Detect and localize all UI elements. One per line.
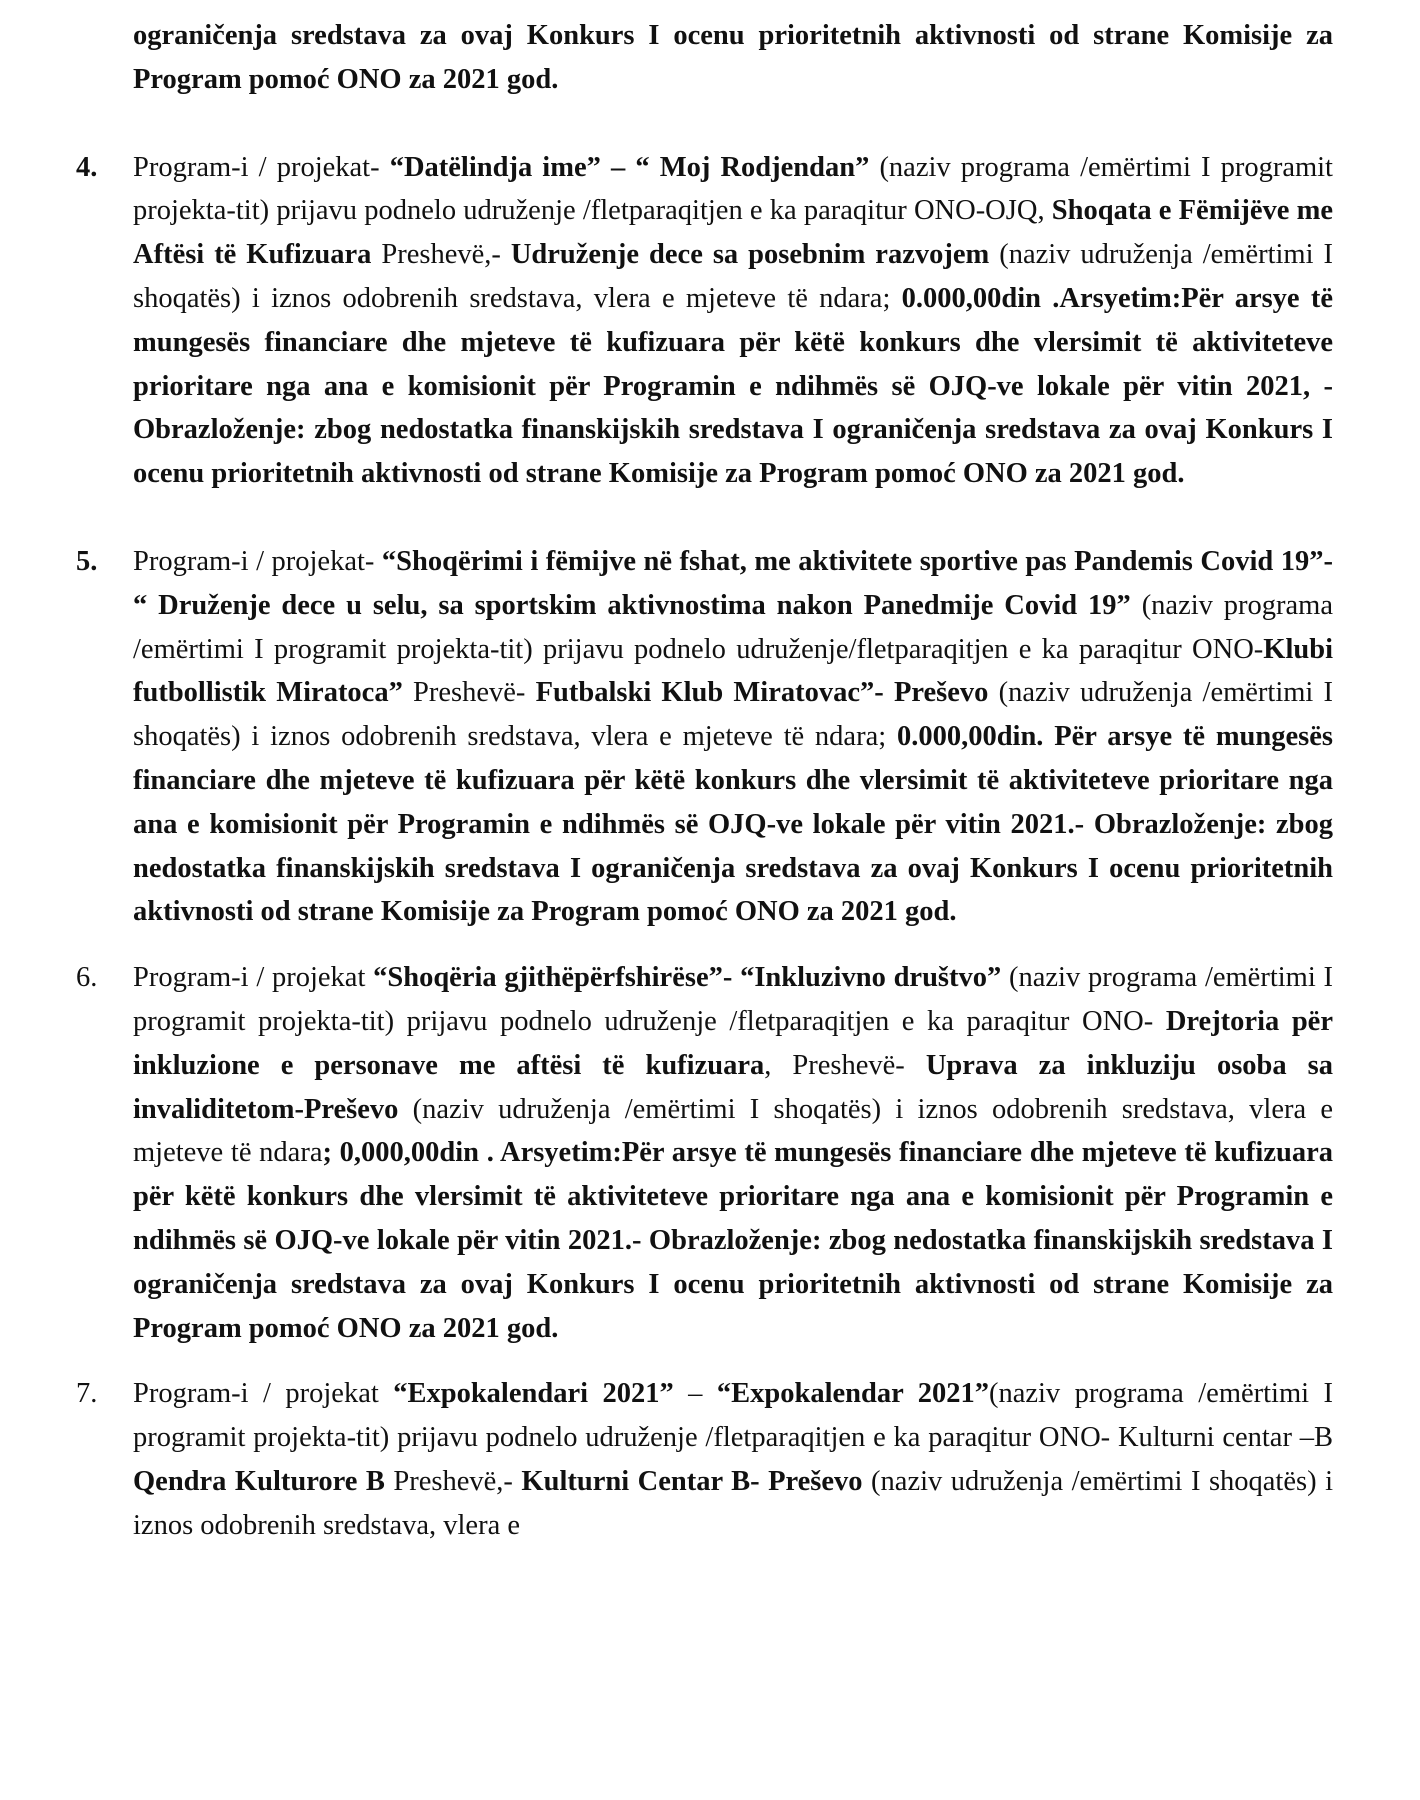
item-number: 6.	[76, 962, 98, 994]
item-text	[133, 1372, 1333, 1547]
text-segment: “Shoqërimi i fëmijve në fshat, me aktivitete sportive pas Pandemis Covid 19”- “ Druženje dece u selu, sa sportskim aktivnostima nakon Panedmije Covid 19”	[133, 545, 1333, 621]
item-text	[133, 956, 1333, 1350]
text-segment: (naziv udruženja /emërtimi I shoqatës) i iznos odobrenih sredstava, vlera e mjeteve të ndara	[133, 1093, 1333, 1169]
item-number: 7.	[76, 1378, 98, 1410]
text-segment: Program-i / projekat-	[133, 545, 382, 577]
document-page	[76, 14, 1334, 1548]
item-text	[133, 146, 1333, 496]
text-segment: Shoqata e Fëmijëve me Aftësi të Kufizuara	[133, 195, 1333, 271]
text-segment: Program-i / projekat	[133, 1378, 394, 1410]
list-item	[76, 956, 1334, 1350]
text-segment: , Preshevë-	[764, 1049, 926, 1081]
text-segment: (naziv programa /emërtimi I programit projekta-tit) prijavu podnelo udruženje /fletparaqitjen e ka paraqitur ONO- Kulturni centar –B	[133, 1378, 1334, 1454]
text-segment: 0.000,00din. Për arsye të mungesës financiare dhe mjeteve të kufizuara për këtë konkurs dhe vlersimit të aktiviteteve prioritare nga ana e komisionit për Programin e ndihmës së OJQ-ve lokale për vitin 2021.- Obrazloženje: zbog nedostatka finanskijskih sredstava I ograničenja sredstava za ovaj Konkurs I ocenu prioritetnih aktivnosti od strane Komisije za Program pomoć ONO za 2021 god.	[133, 721, 1333, 928]
text-segment: Preshevë-	[402, 677, 536, 709]
text-segment: Preshevë,-	[384, 1465, 522, 1497]
text-segment: Udruženje dece sa posebnim razvojem	[510, 239, 990, 271]
text-segment: Program-i / projekat-	[133, 151, 390, 183]
text-segment: Preshevë,-	[371, 239, 511, 271]
item-text	[133, 540, 1333, 934]
text-segment: Drejtoria për inkluzione e personave me aftësi të kufizuara	[133, 1005, 1333, 1081]
list-item	[76, 1372, 1334, 1547]
item-number: 4.	[76, 151, 98, 183]
text-segment: ; 0,000,00din . Arsyetim:Për arsye të mungesës financiare dhe mjeteve të kufizuara për këtë konkurs dhe vlersimit të aktiviteteve prioritare nga ana e komisionit për Programin e ndihmës së OJQ-ve lokale për vitin 2021.- Obrazloženje: zbog nedostatka finanskijskih sredstava I ograničenja sredstava za ovaj Konkurs I ocenu prioritetnih aktivnosti od strane Komisije za Program pomoć ONO za 2021 god.	[133, 1137, 1333, 1344]
list-item	[76, 540, 1334, 934]
intro-paragraph: ograničenja sredstava za ovaj Konkurs I ocenu prioritetnih aktivnosti od strane Komisije za Program pomoć ONO za 2021 god.	[133, 20, 1333, 95]
text-segment: Kulturni Centar B- Preševo	[521, 1465, 863, 1497]
text-segment: (naziv programa /emërtimi I programit projekta-tit) prijavu podnelo udruženje /fletparaqitjen e ka paraqitur ONO-	[133, 962, 1333, 1037]
text-segment: (naziv udruženja /emërtimi I shoqatës) i iznos odobrenih sredstava, vlera e mjeteve të ndara;	[133, 239, 1333, 314]
text-segment: Klubi futbollistik Miratoca”	[133, 633, 1333, 709]
text-segment: (naziv udruženja /emërtimi I shoqatës) i iznos odobrenih sredstava, vlera e mjeteve të ndara;	[133, 677, 1334, 753]
text-segment: “Shoqëria gjithëpërfshirëse”- “Inkluzivno društvo”	[373, 962, 1002, 994]
text-segment: –	[673, 1378, 717, 1410]
text-segment: 0.000,00din .Arsyetim:Për arsye të mungesës financiare dhe mjeteve të kufizuara për këtë konkurs dhe vlersimit të aktiviteteve prioritare nga ana e komisionit për Programin e ndihmës së OJQ-ve lokale për vitin 2021, - Obrazloženje: zbog nedostatka finanskijskih sredstava I ograničenja sredstava za ovaj Konkurs I ocenu prioritetnih aktivnosti od strane Komisije za Program pomoć ONO za 2021 god.	[133, 282, 1333, 490]
text-segment: (naziv programa /emërtimi I programit projekta-tit) prijavu podnelo udruženje/fletparaqitjen e ka paraqitur ONO-	[133, 589, 1333, 665]
text-segment: “Expokalendar 2021”	[716, 1378, 989, 1410]
text-segment: (naziv udruženja /emërtimi I shoqatës) i iznos odobrenih sredstava, vlera e	[133, 1465, 1334, 1541]
item-number: 5.	[76, 545, 98, 577]
list-item	[76, 146, 1333, 496]
text-segment: Uprava za inkluziju osoba sa invaliditetom-Preševo	[133, 1049, 1334, 1125]
text-segment: Program-i / projekat	[133, 962, 374, 994]
text-segment: “Expokalendari 2021”	[393, 1378, 674, 1410]
text-segment: Futbalski Klub Miratovac”- Preševo	[535, 677, 989, 709]
text-segment: (naziv programa /emërtimi I programit projekta-tit) prijavu podnelo udruženje /fletparaqitjen e ka paraqitur ONO-OJQ,	[133, 151, 1333, 227]
text-segment: Qendra Kulturore B	[133, 1465, 385, 1497]
text-segment: “Datëlindja ime” – “ Moj Rodjendan”	[389, 151, 870, 183]
